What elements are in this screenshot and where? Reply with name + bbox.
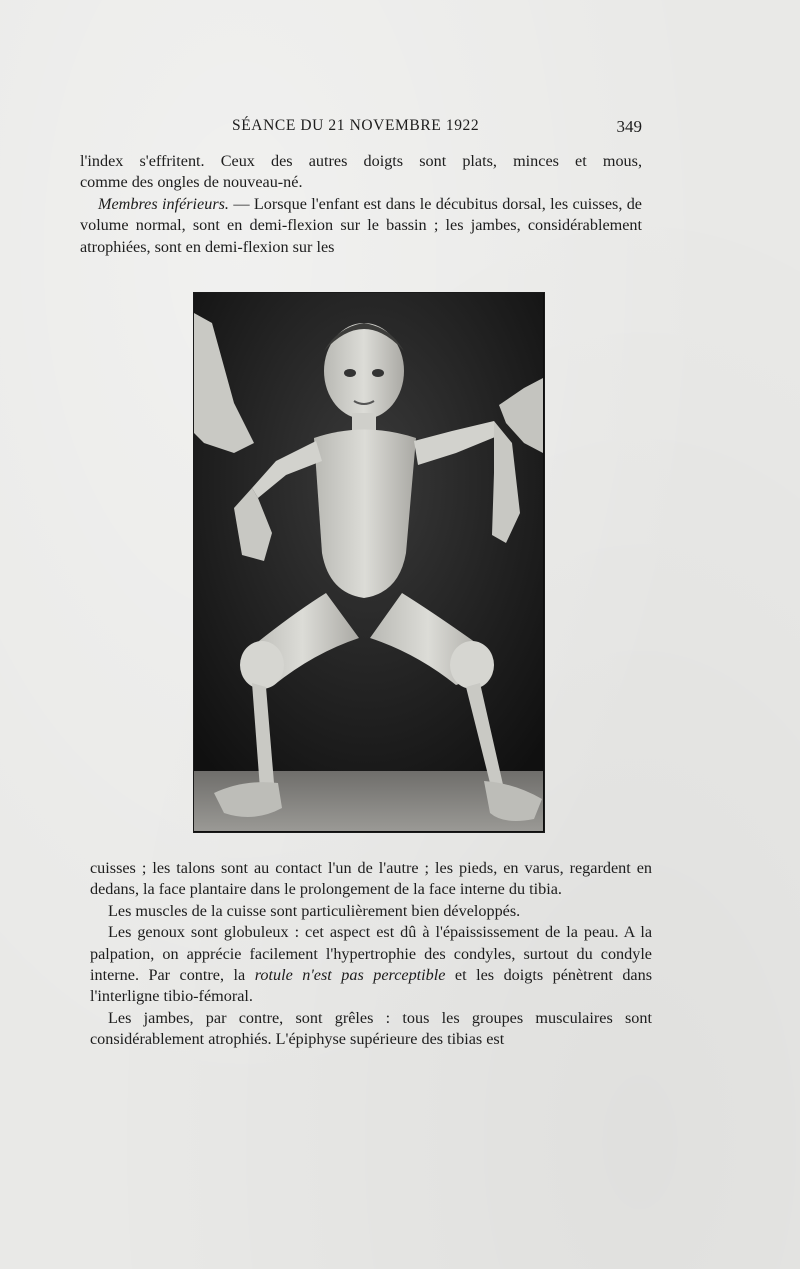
text-line: l'index s'effritent. Ceux des autres doigts sont plats, minces et mous, [80,152,642,170]
running-head [80,117,642,139]
italic-phrase: rotule n'est pas perceptible [254,966,446,985]
knee-right [450,641,494,689]
paragraph-text: Les muscles de la cuisse sont particulièrement bien développés. [108,901,521,920]
text-block-top [80,151,642,258]
paragraph-end-line [80,172,642,193]
paragraph-jambes [90,1008,652,1051]
knee-left [240,641,284,689]
paragraph-membres-inferieurs [80,194,642,258]
paragraph-text: — Lorsque l'enfant est dans le décubitus dorsal, les cuisses, de volume normal, sont en demi-flexion sur le bassin ; les jambes, considérablement atrophiées, sont en demi-flexion sur les [80,194,642,256]
paragraph-cuisses [90,858,652,901]
photograph [194,293,543,831]
section-label: Membres inférieurs. [98,194,229,213]
paragraph-text: Les genoux sont globuleux : cet aspect est dû à l'épaississement de la peau. A la palpation, on apprécie facilement l'hypertrophie des condyles, surtout du condyle interne. Par contre, la [90,923,652,985]
paragraph-continuation [80,151,642,172]
photograph-plate [193,292,545,833]
paragraph-muscles [90,901,652,922]
text-block-bottom [90,858,652,1051]
paragraph-text: Les jambes, par contre, sont grêles : tous les groupes musculaires sont considérablement atrophiés. L'épiphyse supérieure des tibias est [90,1008,652,1049]
running-title: SÉANCE DU 21 NOVEMBRE 1922 [232,117,480,134]
paragraph-text: cuisses ; les talons sont au contact l'un de l'autre ; les pieds, en varus, regardent en dedans, la face plantaire dans le prolongement de la face interne du tibia. [90,859,652,899]
paragraph-text: et les doigts pénètrent dans l'interligne tibio-fémoral. [90,966,653,1006]
page-number: 349 [616,117,642,136]
paragraph-genoux [90,922,652,1008]
text-line: comme des ongles de nouveau-né. [80,173,303,192]
